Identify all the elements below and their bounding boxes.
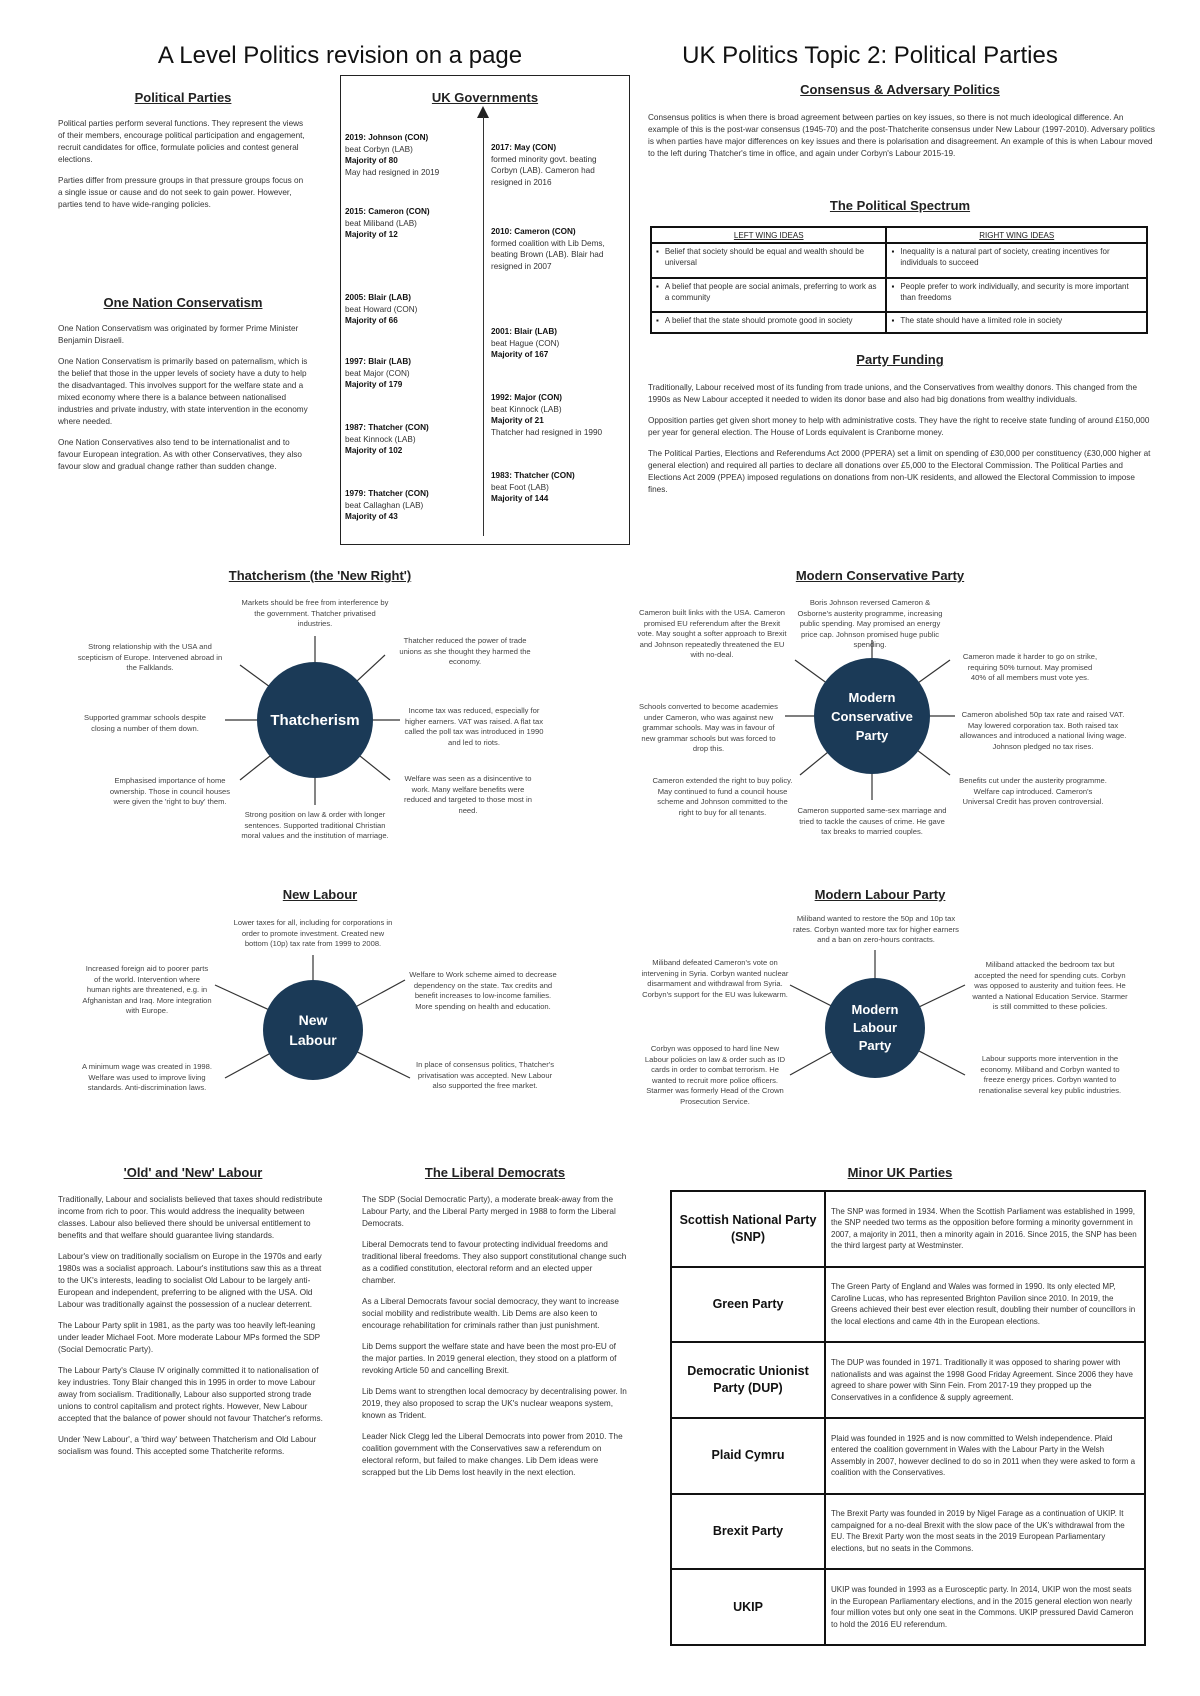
thatcherism-spoke: Emphasised importance of home ownership. Those in council houses were given the 'right to buy' them. xyxy=(109,776,231,806)
modern-labour-spoke: Miliband attacked the bedroom tax but accepted the need for spending cuts. Corbyn was opposed to austerity and tuition fees. He wanted a National Education Service. Starmer is still committed to these policies. xyxy=(972,960,1128,1011)
political-parties-para-1: Political parties perform several functions. They represent the views of their members, encourage political participation and engagement, recruit candidates for office, formulate policies and contest general elections. xyxy=(58,119,305,164)
right-wing-idea: ▪ Inequality is a natural part of society, creating incentives for individuals to succeed xyxy=(886,243,1147,278)
modern-conservative-center-node: Modern Conservative Party xyxy=(814,658,930,774)
government-entry: 1992: Major (CON) beat Kinnock (LAB) Majority of 21 Thatcher had resigned in 1990 xyxy=(491,393,603,437)
table-row xyxy=(671,1418,1145,1494)
left-wing-idea: ▪ A belief that the state should promote good in society xyxy=(651,312,886,333)
party-name: Brexit Party xyxy=(671,1494,825,1570)
old-new-labour-para-3: The Labour Party split in 1981, as the party was too heavily left-leaning under leader Michael Foot. More moderate Labour MPs formed the SDP (Social Democratic Party). xyxy=(58,1321,320,1354)
table-row xyxy=(671,1342,1145,1418)
consensus-heading: Consensus & Adversary Politics xyxy=(800,82,1000,97)
government-entry: 1979: Thatcher (CON) beat Callaghan (LAB) Majority of 43 xyxy=(345,489,429,521)
lib-dems-text xyxy=(362,1194,628,1488)
thatcherism-spoke: Strong position on law & order with longer sentences. Supported traditional Christian moral values and the institution of marriage. xyxy=(241,810,389,840)
modern-conservative-heading: Modern Conservative Party xyxy=(795,568,965,583)
right-wing-header: RIGHT WING IDEAS xyxy=(886,227,1147,243)
party-name: Democratic Unionist Party (DUP) xyxy=(671,1342,825,1418)
new-labour-spoke: Lower taxes for all, including for corporations in order to promote investment. Created new bottom (10p) tax rate from 1999 to 2008. xyxy=(233,918,393,948)
party-name: Plaid Cymru xyxy=(671,1418,825,1494)
party-name: Green Party xyxy=(671,1267,825,1343)
modern-conservative-spoke: Cameron abolished 50p tax rate and raised VAT. May lowered corporation tax. Both raised tax allowances and introduced a national living wage. Johnson pledged no tax rises. xyxy=(959,710,1127,751)
lib-dems-para-3: As a Liberal Democrats favour social democracy, they want to increase social mobility and redistribute wealth. Lib Dems are also keen to encourage rehabilitation for criminals rather than just punishment. xyxy=(362,1297,619,1330)
government-entry: 1983: Thatcher (CON) beat Foot (LAB) Majority of 144 xyxy=(491,471,575,503)
party-funding-para-1: Traditionally, Labour received most of its funding from trade unions, and the Conservatives from wealthy donors. This changed from the 1990s as New Labour accepted it needed to widen its donor base and also had big donations from wealthy individuals. xyxy=(648,383,1138,404)
party-description: The SNP was formed in 1934. When the Scottish Parliament was established in 1999, the SNP needed two terms as the opposition before forming a minority government in 2007, a majority in 2011, then a minority again in 2016. Since 2015, the SNP has been the third largest party at Westminster. xyxy=(825,1191,1145,1267)
government-entry: 2001: Blair (LAB) beat Hague (CON) Majority of 167 xyxy=(491,327,560,359)
old-new-labour-para-4: The Labour Party's Clause IV originally committed it to nationalisation of key industries. Tony Blair changed this in 1995 in order to move Labour away from socialism. Traditionally, Labour also supported strong trade unions to control capitalism and protect rights. However, New Labour accepted that the balance of power should not favour Thatcher's reforms. xyxy=(58,1366,323,1423)
right-wing-idea: ▪ People prefer to work individually, and security is more important than freedoms xyxy=(886,278,1147,313)
government-entry: 2010: Cameron (CON) formed coalition with Lib Dems, beating Brown (LAB). Blair had resigned in 2007 xyxy=(491,227,605,271)
party-funding-heading: Party Funding xyxy=(856,352,944,367)
left-wing-header: LEFT WING IDEAS xyxy=(651,227,886,243)
modern-labour-center-node: Modern Labour Party xyxy=(825,978,925,1078)
left-wing-idea: ▪ Belief that society should be equal and wealth should be universal xyxy=(651,243,886,278)
party-description: Plaid was founded in 1925 and is now committed to Welsh independence. Plaid entered the coalition government in Wales with the Labour Party in the Welsh Assembly in 2007, however declined to do so in 2011 when they were asked to form a coalition with the Conservatives. xyxy=(825,1418,1145,1494)
old-new-labour-para-1: Traditionally, Labour and socialists believed that taxes should redistribute income from rich to poor. This would address the inequality between classes. Labour also believed there should be universal entitlement to benefits and that welfare should guarantee living standards. xyxy=(58,1195,323,1240)
thatcherism-spoke: Strong relationship with the USA and scepticism of Europe. Intervened abroad in the Falklands. xyxy=(77,642,223,672)
government-entry: 2017: May (CON) formed minority govt. beating Corbyn (LAB). Cameron had resigned in 2016 xyxy=(491,143,597,187)
spectrum-heading: The Political Spectrum xyxy=(829,198,971,213)
old-new-labour-text xyxy=(58,1194,326,1467)
party-description: UKIP was founded in 1993 as a Eurosceptic party. In 2014, UKIP won the most seats in the European Parliamentary elections, and in the 2015 general election won nearly four million votes but only one seat in the Commons. UKIP pressured David Cameron to hold the 2016 EU referendum. xyxy=(825,1569,1145,1645)
party-description: The Brexit Party was founded in 2019 by Nigel Farage as a continuation of UKIP. It campaigned for a no-deal Brexit with the slow pace of the UK's withdrawal from the EU. The Brexit Party won the most seats in the 2019 European Parliamentary elections, but no seats in the Commons. xyxy=(825,1494,1145,1570)
lib-dems-para-4: Lib Dems support the welfare state and have been the most pro-EU of the major parties. In 2019 general election, they stood on a platform of revoking Article 50 and cancelling Brexit. xyxy=(362,1342,617,1375)
party-funding-para-2: Opposition parties get given short money to help with administrative costs. They have the right to receive state funding of around £150,000 per year for general election. The House of Lords equivalent is Cranborne money. xyxy=(648,416,1150,437)
party-description: The Green Party of England and Wales was formed in 1990. Its only elected MP, Caroline Lucas, who has represented Brighton Pavilion since 2010. In 2019, the Greens achieved their best ever election result, doubling their number of councillors in the local elections and came 4th in the European elections. xyxy=(825,1267,1145,1343)
modern-conservative-spoke: Schools converted to become academies under Cameron, who was against new grammar schools. May was in favour of new grammar schools but was forced to drop this. xyxy=(639,702,778,753)
modern-labour-heading: Modern Labour Party xyxy=(814,887,946,902)
government-entry: 1987: Thatcher (CON) beat Kinnock (LAB) Majority of 102 xyxy=(345,423,429,455)
government-entry: 2005: Blair (LAB) beat Howard (CON) Majority of 66 xyxy=(345,293,418,325)
lib-dems-para-2: Liberal Democrats tend to favour protecting individual freedoms and traditional liberal freedoms. They also support constitutional change such as a codified constitution, electoral reform and an elected upper chamber. xyxy=(362,1240,627,1285)
political-parties-heading: Political Parties xyxy=(134,90,232,105)
modern-conservative-spoke: Cameron supported same-sex marriage and tried to tackle the causes of crime. He gave tax breaks to married couples. xyxy=(797,806,947,836)
modern-labour-spoke: Labour supports more intervention in the economy. Miliband and Corbyn wanted to freeze energy prices. Corbyn wanted to renationalise several key public industries. xyxy=(978,1054,1122,1095)
government-entry: 2019: Johnson (CON) beat Corbyn (LAB) Majority of 80 May had resigned in 2019 xyxy=(345,133,440,177)
old-new-labour-para-5: Under 'New Labour', a 'third way' between Thatcherism and Old Labour socialism was found. This accepted some Thatcherite reforms. xyxy=(58,1435,317,1456)
old-new-labour-para-2: Labour's view on traditionally socialism on Europe in the 1970s and early 1980s was a socialist approach. Labour's institutions saw this as a threat to the UK's interests, leading to socialist Old Labour to be largely anti-European and independent, preferring to be aligned with the USA. Old Labour was traditionally against the possession of a nuclear deterrent. xyxy=(58,1252,322,1309)
government-entry: 1997: Blair (LAB) beat Major (CON) Majority of 179 xyxy=(345,357,411,389)
right-wing-idea: ▪ The state should have a limited role in society xyxy=(886,312,1147,333)
party-name: Scottish National Party (SNP) xyxy=(671,1191,825,1267)
modern-conservative-spoke: Cameron made it harder to go on strike, requiring 50% turnout. May promised 40% of all members must vote yes. xyxy=(962,652,1098,682)
table-row xyxy=(671,1267,1145,1343)
new-labour-spoke: Increased foreign aid to poorer parts of the world. Intervention where human rights are threatened, e.g. in Afghanistan and Iraq. More integration with Europe. xyxy=(82,964,212,1015)
table-row xyxy=(671,1191,1145,1267)
modern-conservative-spoke: Cameron extended the right to buy policy. May continued to fund a council house scheme and Johnson committed to the right to buy for all tenants. xyxy=(652,776,793,817)
page-title-left: A Level Politics revision on a page xyxy=(157,42,523,69)
thatcherism-spoke: Income tax was reduced, especially for higher earners. VAT was raised. A flat tax called the poll tax was introduced in 1990 and led to riots. xyxy=(404,706,544,747)
thatcherism-center-node: Thatcherism xyxy=(257,662,373,778)
new-labour-spoke: In place of consensus politics, Thatcher's privatisation was accepted. New Labour also supported the free market. xyxy=(415,1060,555,1090)
modern-conservative-spoke: Boris Johnson reversed Cameron & Osborne's austerity programme, increasing public spending. May promised an energy price cap. Johnson promised huge public spending. xyxy=(797,598,943,649)
table-row xyxy=(671,1569,1145,1645)
party-description: The DUP was founded in 1971. Traditionally it was opposed to sharing power with nationalists and was against the 1998 Good Friday Agreement. Since 2006 they have agreed to share power with Sinn Fein. From 2017-19 they propped up the Conservatives in a confidence & supply agreement. xyxy=(825,1342,1145,1418)
new-labour-heading: New Labour xyxy=(282,887,358,902)
party-funding-para-3: The Political Parties, Elections and Referendums Act 2000 (PPERA) set a limit on spending of £30,000 per constituency (£30,000 higher at general election) and required all parties to declare all donations over £5,000 to the Electoral Commission. The Political Parties and Elections Act 2009 (PPEA) imposed regulations on donations from non-UK residents, and allowed the Electoral Commission to impose fines. xyxy=(648,449,1151,494)
lib-dems-heading: The Liberal Democrats xyxy=(424,1165,566,1180)
one-nation-para-3: One Nation Conservatives also tend to be internationalist and to favour European integration. As with other Conservatives, they also favour slow and gradual change rather than sudden change. xyxy=(58,438,302,471)
modern-conservative-spoke: Cameron built links with the USA. Cameron promised EU referendum after the Brexit vote. May sought a softer approach to Brexit and Johnson repeatedly threatened the EU with no-deal. xyxy=(637,608,787,659)
lib-dems-para-5: Lib Dems want to strengthen local democracy by decentralising power. In 2019, they also proposed to scrap the UK's nuclear weapons system, known as Trident. xyxy=(362,1387,627,1420)
new-labour-spoke: Welfare to Work scheme aimed to decrease dependency on the state. Tax credits and benefit increases to low-income families. More spending on health and education. xyxy=(409,970,557,1011)
left-wing-idea: ▪ A belief that people are social animals, preferring to work as a community xyxy=(651,278,886,313)
thatcherism-heading: Thatcherism (the 'New Right') xyxy=(228,568,412,583)
lib-dems-para-1: The SDP (Social Democratic Party), a moderate break-away from the Labour Party, and the Liberal Party merged in 1988 to form the Liberal Democrats. xyxy=(362,1195,616,1228)
minor-parties-table xyxy=(670,1190,1146,1646)
thatcherism-spoke: Thatcher reduced the power of trade unions as she thought they harmed the economy. xyxy=(399,636,531,666)
new-labour-center-node: New Labour xyxy=(263,980,363,1080)
party-name: UKIP xyxy=(671,1569,825,1645)
uk-governments-heading: UK Governments xyxy=(431,90,539,105)
modern-conservative-spoke: Benefits cut under the austerity programme. Welfare cap introduced. Cameron's Universal Credit has proven controversial. xyxy=(959,776,1107,806)
political-parties-para-2: Parties differ from pressure groups in that pressure groups focus on a single issue or cause and do not seek to gain power. However, parties tend to have wide-ranging policies. xyxy=(58,176,304,209)
modern-labour-spoke: Corbyn was opposed to hard line New Labour policies on law & order such as ID cards in order to combat terrorism. He wanted to recruit more police officers. Starmer was formerly Head of the Crown Prosecution Service. xyxy=(644,1044,786,1106)
one-nation-para-2: One Nation Conservatism is primarily based on paternalism, which is the belief that those in the upper levels of society have a duty to help the disadvantaged. This involves support for the welfare state and a mixed economy where there is a balance between nationalised industries and private industry, with state intervention in the economy where needed. xyxy=(58,357,308,426)
government-entry: 2015: Cameron (CON) beat Miliband (LAB) Majority of 12 xyxy=(345,207,430,239)
thatcherism-spoke: Supported grammar schools despite closing a number of them down. xyxy=(84,713,206,733)
thatcherism-spoke: Markets should be free from interference by the government. Thatcher privatised industries. xyxy=(241,598,389,628)
one-nation-heading: One Nation Conservatism xyxy=(103,295,263,310)
minor-parties-heading: Minor UK Parties xyxy=(847,1165,953,1180)
modern-labour-spoke: Miliband wanted to restore the 50p and 10p tax rates. Corbyn wanted more tax for higher earners and a ban on zero-hours contracts. xyxy=(793,914,959,944)
page-title-right: UK Politics Topic 2: Political Parties xyxy=(682,42,1058,69)
one-nation-para-1: One Nation Conservatism was originated by former Prime Minister Benjamin Disraeli. xyxy=(58,324,299,345)
modern-labour-spoke: Miliband defeated Cameron's vote on intervening in Syria. Corbyn wanted nuclear disarmament and withdrawal from Syria. Corbyn's support for the EU was lukewarm. xyxy=(641,958,789,999)
consensus-text: Consensus politics is when there is broad agreement between parties on key issues, so there is not much ideological difference. An example of this is the post-war consensus (1945-70) and the post-Thatcherite consensus under New Labour (1997-2010). Adversary politics is when parties have major differences on key issues and there is polarisation and disagreement. An example of this is when Labour moved to the left during Thatcher's time in office, and again under Corbyn's Labour 2015-19. xyxy=(648,113,1155,158)
thatcherism-spoke: Welfare was seen as a disincentive to work. Many welfare benefits were reduced and targeted to those most in need. xyxy=(404,774,532,815)
lib-dems-para-6: Leader Nick Clegg led the Liberal Democrats into power from 2010. The coalition government with the Conservatives saw a referendum on electoral reform, but failed to make changes. Lib Dem ideas were scrapped but the Lib Dems lost heavily in the next election. xyxy=(362,1432,623,1477)
table-row xyxy=(671,1494,1145,1570)
old-new-labour-heading: 'Old' and 'New' Labour xyxy=(123,1165,263,1180)
new-labour-spoke: A minimum wage was created in 1998. Welfare was used to improve living standards. Anti-discrimination laws. xyxy=(81,1062,212,1092)
minor-parties-table-wrap xyxy=(670,1190,1146,1646)
